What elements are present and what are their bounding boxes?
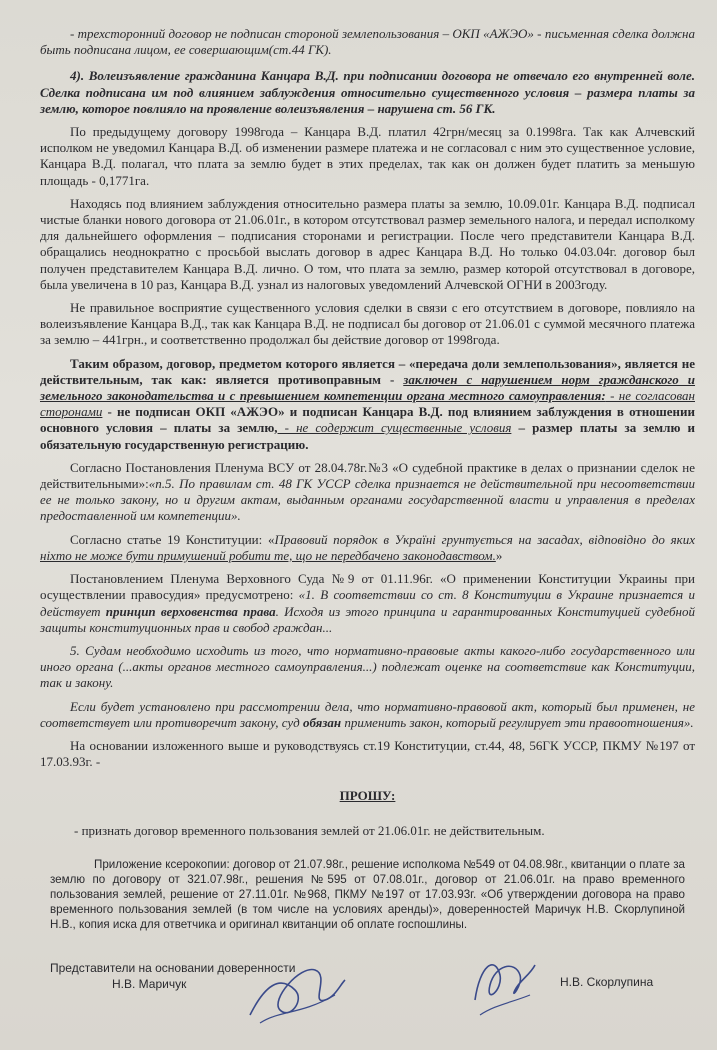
representative-name-1: Н.В. Маричук (112, 977, 187, 991)
paragraph-basis: На основании изложенного выше и руководствуясь ст.19 Конституции, ст.44, 48, 56ГК УССР, ПКМУ №197 от 17.03.93г. - (40, 737, 695, 770)
paragraph-constitution: Согласно статье 19 Конституции: «Правовий порядок в Україні грунтується на засадах, відповідно до яких ніхто не може бути примушений робити те, що не передбачено законодавством.» (40, 531, 695, 563)
representative-name-2: Н.В. Скорлупина (560, 975, 654, 989)
paragraph-court-duty: Если будет установлено при рассмотрении дела, что нормативно-правовой акт, который был применен, не соответствует или противоречит закону, суд обязан применить закон, который регулирует эти правоотношения». (40, 698, 695, 730)
paragraph-plenum-1996: Постановлением Пленума Верховного Суда №9 от 01.11.96г. «О применении Конституции Украины при осуществлении правосудия» предусмотрено: «1. В соответствии со ст. 8 Конституции в Украине признается и действует принцип верховенства права. Исходя из этого принципа и гарантированных Конституцией судебной защиты конституционных прав и свобод граждан... (40, 571, 695, 635)
paragraph-2: 4). Волеизъявление гражданина Канцара В.Д. при подписании договора не отвечало его внутренней воле. Сделка подписана им под влиянием заблуждения относительно существенного условия – размера платы за землю, которое повлияло на проявление волеизъявления – нарушена ст. 56 ГК. (40, 68, 695, 116)
attachments-list: Приложение ксерокопии: договор от 21.07.98г., решение исполкома №549 от 04.08.98г., квитанции о плате за землю по договору от 321.07.98г., решения №595 от 07.08.01г., договор от 21.06.01г. на право временного пользования землей, решение от 27.11.01г. №968, ПКМУ №197 от 17.03.93г. «Об утверждении договора на право временного пользования землей (в том числе на условиях аренды)», доверенностей Маричук Н.В. Скорлупиной Н.В., копия иска для ответчика и оригинал квитанции об оплате госпошлины. (50, 857, 685, 931)
signature-block (0, 955, 717, 1045)
request-text: - признать договор временного пользования землей от 21.06.01г. не действительным. (74, 822, 545, 838)
paragraph-3: По предыдущему договору 1998года – Канцара В.Д. платил 42грн/месяц за 0.1998га. Так как Алчевский исполком не уведомил Канцара В.Д. об изменении размере платежа и не согласовал с ним это существенное условие, Канцара В.Д. полагал, что плата за землю будет в этих пределах, так как он должен будет платить за меньшую площадь - 0,1771га. (40, 124, 695, 188)
representatives-title: Представители на основании доверенности (50, 961, 296, 975)
signature-1-icon (240, 955, 350, 1030)
request-heading: ПРОШУ: (339, 788, 396, 804)
paragraph-5: Не правильное восприятие существенного условия сделки в связи с его отсутствием в договоре, повлияло на волеизъявление Канцара В.Д., так как Канцара В.Д. не подписал бы договор от 21.06.01 с суммой месячного платежа за землю – 441грн., и соответственно продолжал бы действие договор от 1998года. (40, 300, 695, 348)
paragraph-1: - трехсторонний договор не подписан стороной землепользования – ОКП «АЖЭО» - письменная сделка должна быть подписана лицом, ее совершающим(ст.44 ГК). (40, 26, 695, 58)
paragraph-conclusion: Таким образом, договор, предметом которого является – «передача доли землепользования», является не действительным, так как: является противоправным - заключен с нарушением норм гражданского и земельного законодательства и с превышением компетенции органа местного самоуправления: - не согласован сторонами - не подписан ОКП «АЖЭО» и подписан Канцара В.Д. под влиянием заблуждения в отношении основного условия – платы за землю, - не содержит существенные условия – размер платы за землю и обязательную государственную регистрацию. (40, 355, 696, 452)
signature-2-icon (465, 945, 545, 1025)
paragraph-4: Находясь под влиянием заблуждения относительно размера платы за землю, 10.09.01г. Канцара В.Д. подписал чистые бланки нового договора от 21.06.01г., в котором отсутствовал размер земельного налога, и передал исполкому для дальнейшего оформления – подписания сторонами и регистрации. После чего представители Канцара В.Д. обращались неоднократно с просьбой выслать договор в адрес Канцара В.Д. Но только 04.03.04г. договор был получен представителем Канцара В.Д. лично. О том, что плата за землю, размер которой отсутствовал в договоре, была увеличена в 10 раз, Канцара В.Д. узнал из налоговых уведомлений Алчевской ОГНИ в 2003году. (40, 195, 695, 292)
paragraph-point-5: 5. Судам необходимо исходить из того, что нормативно-правовые акты какого-либо государственного или иного органа (...акты органов местного самоуправления...) подлежат оценке на соответствие как Конституции, так и закону. (40, 642, 695, 691)
paragraph-plenum-1978: Согласно Постановления Пленума ВСУ от 28.04.78г.№3 «О судебной практике в делах о признании сделок не действительными»:«п.5. По правилам ст. 48 ГК УССР сделка признается не действительной при несоответствии ее не только закону, но и другим актам, выданным органами государственной власти и управления в пределах предоставленной им компетенции». (40, 459, 695, 524)
